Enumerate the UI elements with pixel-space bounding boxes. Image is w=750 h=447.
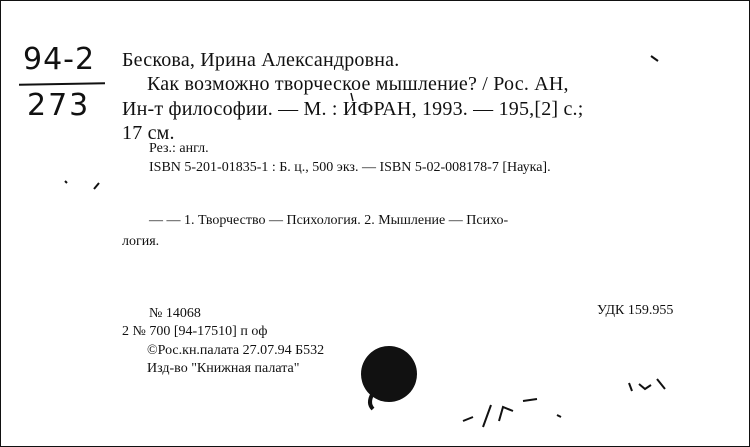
ink-stain-tail [370,393,373,409]
publisher-line: Изд-во "Книжная палата" [147,361,300,376]
isbn-line: ISBN 5-201-01835-1 : Б. ц., 500 экз. — ISBN 5-02-008178-7 [Наука]. [149,160,551,175]
stray-mark-right [629,379,665,391]
stray-mark-top [651,56,658,61]
ink-stain [361,346,417,402]
udc-code: УДК 159.955 [597,303,674,318]
title-line-2: Ин-т философии. — М. : ИФРАН, 1993. — 195,[2] с.; [122,98,584,120]
book-chamber-line: ©Рос.кн.палата 27.07.94 Б532 [147,343,325,358]
scan-marks [1,1,749,446]
title-line-3: 17 см. [122,122,175,144]
copy-line: 2 № 700 [94-17510] п оф [122,324,268,339]
subjects-line-2: логия. [122,234,160,249]
summary-note: Рез.: англ. [149,141,209,156]
title-line-1: Как возможно творческое мышление? / Рос. АН, [147,73,569,95]
stray-mark-bottom [463,399,561,427]
call-number-top: 94-2 [23,42,96,77]
author-heading: Бескова, Ирина Александровна. [122,49,400,71]
accession-number: № 14068 [149,306,201,321]
stray-mark-left [65,181,99,189]
call-number-bottom: 273 [27,88,91,123]
subjects-line-1: — — 1. Творчество — Психология. 2. Мышление — Психо- [149,213,509,228]
stray-mark-title [351,93,353,101]
